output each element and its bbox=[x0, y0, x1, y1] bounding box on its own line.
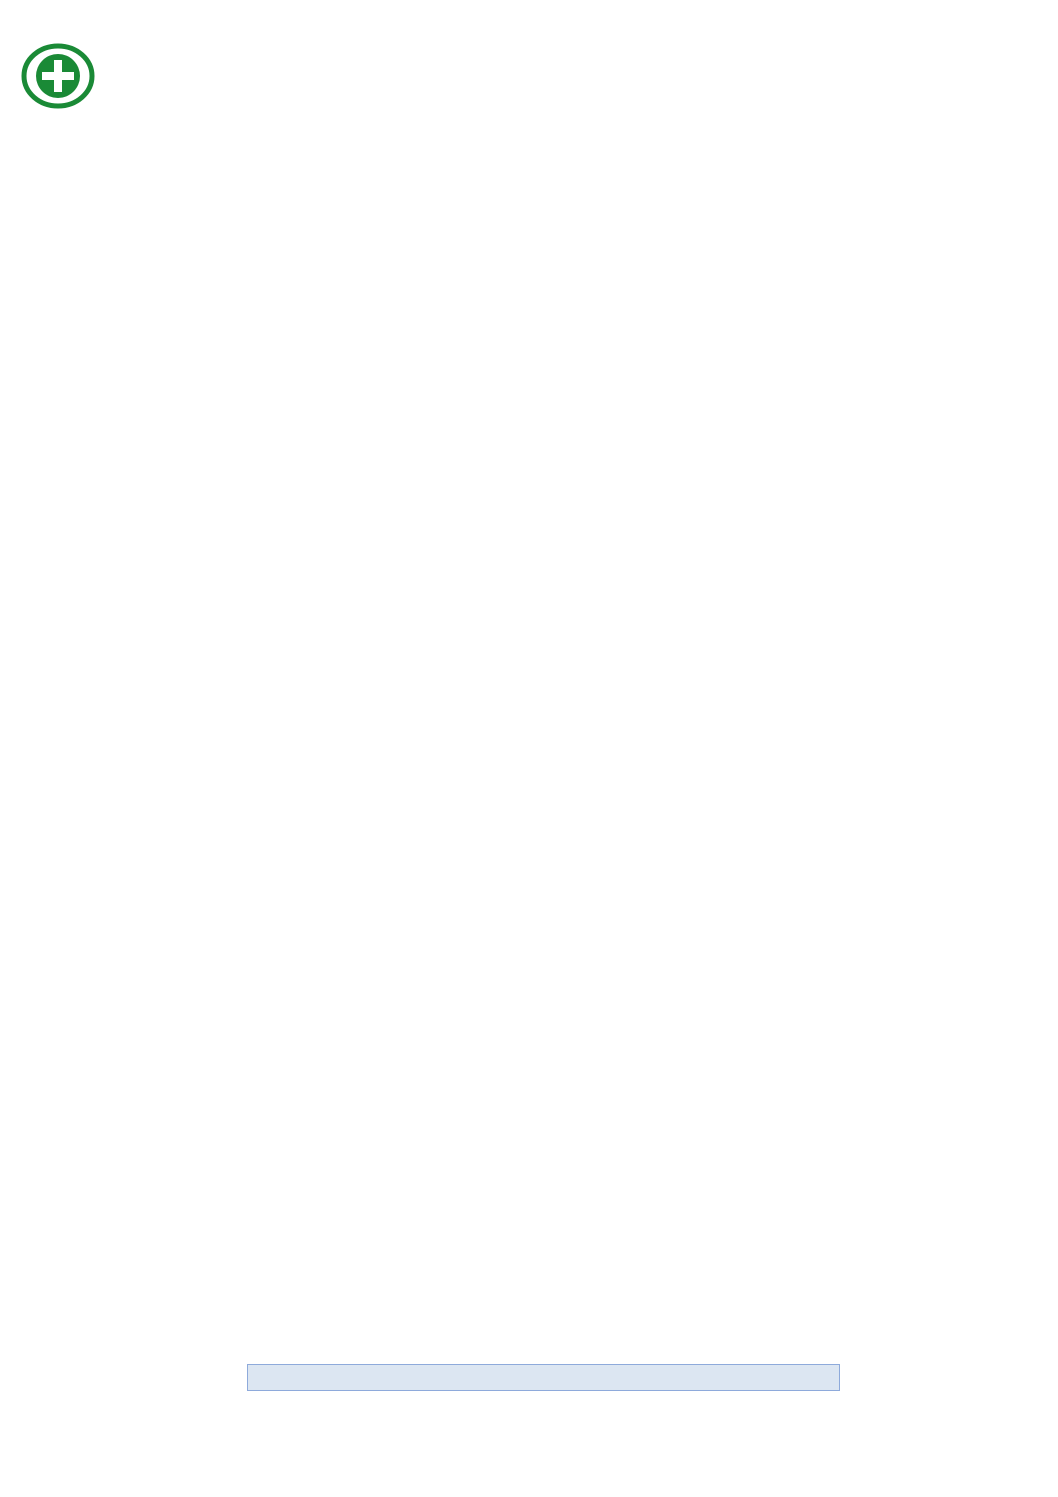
intervals-bar bbox=[247, 1364, 840, 1391]
santa-casa-cross-icon bbox=[20, 38, 100, 110]
faculty-logo bbox=[20, 38, 300, 110]
